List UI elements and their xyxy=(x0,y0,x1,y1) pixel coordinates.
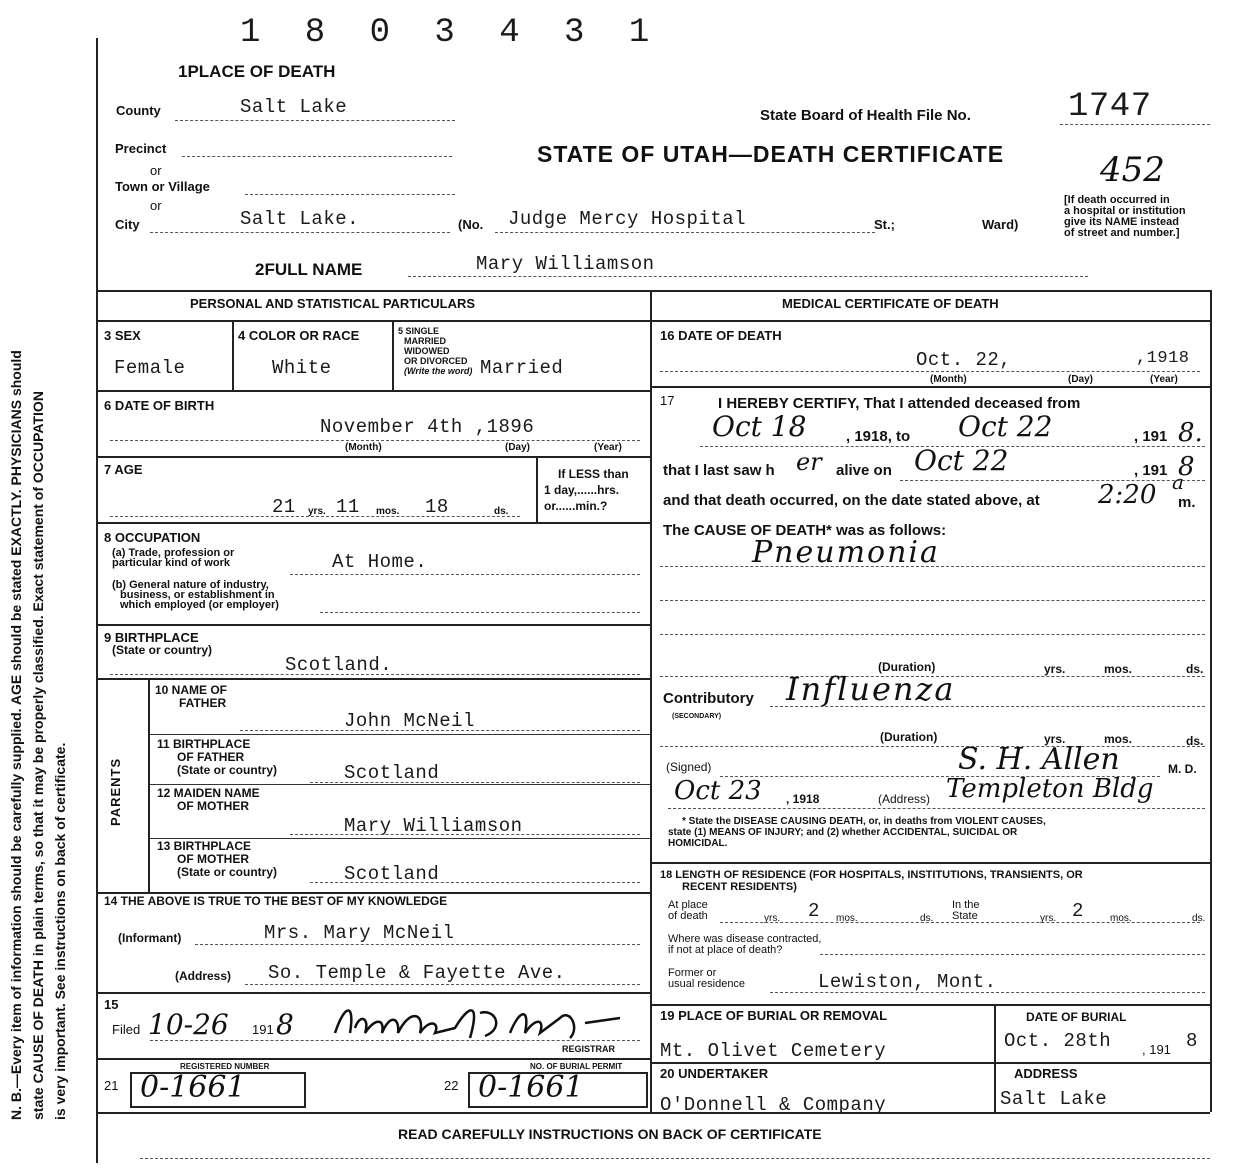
med-row-sep-4 xyxy=(650,1004,1210,1006)
age-less-2: 1 day,......hrs. xyxy=(544,483,620,497)
burial-date-year-end: 8 xyxy=(1186,1030,1198,1052)
burial-divider xyxy=(994,1004,996,1112)
no-label: (No. xyxy=(458,217,484,232)
burial-label: 19 PLACE OF BURIAL OR REMOVAL xyxy=(660,1008,888,1023)
mother-birthplace-value: Scotland xyxy=(344,863,440,885)
mother-bp-2: OF MOTHER xyxy=(177,852,249,866)
in-state-1: In the xyxy=(952,899,980,911)
year-end-c: 8 xyxy=(1178,452,1195,482)
contributory-value: Influenza xyxy=(786,670,956,708)
row-sep-3 xyxy=(98,456,650,458)
place-ds: ds. xyxy=(920,913,934,924)
death-time-m: m. xyxy=(1178,494,1196,511)
md-label: M. D. xyxy=(1168,762,1197,776)
filed-value: 10-26 xyxy=(148,1008,229,1041)
age-label: 7 AGE xyxy=(104,462,143,477)
mother-label-2: OF MOTHER xyxy=(177,799,249,813)
full-name-line xyxy=(408,276,1088,277)
last-saw-text: that I last saw h xyxy=(663,462,775,479)
filed-year-end: 8 xyxy=(276,1008,294,1041)
hospital-note-4: of street and number.] xyxy=(1064,227,1180,239)
ward-label: Ward) xyxy=(982,217,1019,232)
state-mos-value: 2 xyxy=(1072,900,1084,922)
marital-label-5: (Write the word) xyxy=(404,366,473,376)
dob-label: 6 DATE OF BIRTH xyxy=(104,398,215,413)
occ-b-2: business, or establishment in xyxy=(120,589,275,601)
sex-value: Female xyxy=(114,357,186,379)
marital-label xyxy=(398,326,472,376)
cause-line-1 xyxy=(660,566,1205,567)
filed-year: 191 xyxy=(252,1022,274,1037)
burial-date-value: Oct. 28th xyxy=(1004,1030,1112,1052)
place-mos-value: 2 xyxy=(808,900,820,922)
row-sep-4 xyxy=(98,522,650,524)
age-days: 18 xyxy=(425,496,449,518)
address-value: So. Temple & Fayette Ave. xyxy=(268,962,566,984)
certificate-number: 1 8 0 3 4 3 1 xyxy=(240,14,662,52)
full-name-label: 2FULL NAME xyxy=(255,260,363,279)
father-birthplace-label xyxy=(157,738,277,777)
hospital-note-2: a hospital or institution xyxy=(1064,205,1186,217)
contracted-1: Where was disease contracted, xyxy=(668,933,822,945)
color-label: 4 COLOR OR RACE xyxy=(238,328,360,343)
row-sep-8 xyxy=(98,992,650,994)
filed-line xyxy=(150,1040,640,1041)
informant-heading: 14 THE ABOVE IS TRUE TO THE BEST OF MY KNOWLEDGE xyxy=(104,894,448,908)
file-no-handwritten: 452 xyxy=(1100,150,1165,190)
father-label-1: 10 NAME OF xyxy=(155,683,228,697)
age-less-than xyxy=(544,466,629,514)
mother-label-1: 12 MAIDEN NAME xyxy=(157,786,260,800)
occ-b xyxy=(112,580,279,610)
row-sep-9 xyxy=(98,1058,650,1060)
color-value: White xyxy=(272,357,332,379)
reg-21: 21 xyxy=(104,1078,119,1093)
former-2: usual residence xyxy=(668,978,746,990)
physician-signature: S. H. Allen xyxy=(958,742,1120,777)
med-row-sep-1 xyxy=(650,320,1210,322)
dod-value: Oct. 22, xyxy=(916,349,1012,371)
occupation-value: At Home. xyxy=(332,551,428,573)
signed-address: Templeton Bldg xyxy=(946,774,1154,804)
form-top-border xyxy=(98,290,1210,292)
signed-address-line xyxy=(668,808,1205,809)
undertaker-address-value: Salt Lake xyxy=(1000,1088,1108,1110)
state-mos: mos. xyxy=(1110,913,1132,924)
age-divider xyxy=(536,456,538,522)
note-3: HOMICIDAL. xyxy=(668,838,728,849)
death-time: 2:20 xyxy=(1098,480,1157,510)
sidebar-line-3: is very important. See instructions on back of certificate. xyxy=(52,742,68,1120)
informant-value: Mrs. Mary McNeil xyxy=(264,922,455,944)
county-line xyxy=(175,120,455,121)
row-sep-1 xyxy=(98,320,650,322)
burial-value: Mt. Olivet Cemetery xyxy=(660,1040,887,1062)
yrs-label-2: yrs. xyxy=(1044,732,1066,746)
year-1918-b: , 191 xyxy=(1134,428,1168,445)
mos-label-2: mos. xyxy=(1104,732,1133,746)
at-place-2: of death xyxy=(668,910,708,922)
race-divider xyxy=(392,320,394,390)
or-1: or xyxy=(150,163,162,178)
hospital-value: Judge Mercy Hospital xyxy=(508,208,747,230)
in-state-2: State xyxy=(952,910,978,922)
year-1918-c: , 191 xyxy=(1134,462,1168,479)
attended-to: Oct 22 xyxy=(958,410,1053,443)
hospital-note-1: [If death occurred in xyxy=(1064,194,1170,206)
dob-month: (Month) xyxy=(345,442,382,453)
mother-bp-3: (State or country) xyxy=(177,865,278,879)
precinct-line xyxy=(182,156,452,157)
death-occurred-text: and that death occurred, on the date stated above, at xyxy=(663,492,1040,509)
state-ds: ds. xyxy=(1192,913,1206,924)
dod-month: (Month) xyxy=(930,374,967,385)
cause-heading: The CAUSE OF DEATH* was as follows: xyxy=(663,522,947,539)
address-label: (Address) xyxy=(175,969,232,983)
in-state-label xyxy=(952,900,980,922)
at-place-1: At place xyxy=(668,899,708,911)
filed-num: 15 xyxy=(104,997,119,1012)
former-line xyxy=(770,992,1205,993)
undertaker-address-label: ADDRESS xyxy=(1014,1066,1078,1081)
burial-permit-value: 0-1661 xyxy=(478,1070,584,1105)
note-2: state (1) MEANS OF INJURY; and (2) whether ACCIDENTAL, SUICIDAL OR xyxy=(668,827,1018,838)
sex-label: 3 SEX xyxy=(104,328,141,343)
age-less-3: or......min.? xyxy=(544,499,608,513)
age-mos-label: mos. xyxy=(376,506,400,517)
occ-line-b xyxy=(320,612,640,613)
row-sep-father xyxy=(150,734,650,735)
contributory-label: Contributory xyxy=(663,690,754,707)
informant-label: (Informant) xyxy=(118,931,182,945)
age-ds-label: ds. xyxy=(494,506,509,517)
personal-heading: PERSONAL AND STATISTICAL PARTICULARS xyxy=(190,296,476,311)
residence-label xyxy=(660,869,1083,893)
former-value: Lewiston, Mont. xyxy=(818,971,997,993)
death-time-ampm: a xyxy=(1172,470,1184,494)
precinct-label: Precinct xyxy=(115,141,167,156)
marital-label-1: 5 SINGLE xyxy=(398,326,440,336)
father-bp-2: OF FATHER xyxy=(177,750,245,764)
duration-label-2: (Duration) xyxy=(880,730,938,744)
sidebar-line-2: state CAUSE OF DEATH in plain terms, so that it may be properly classified. Exact statement of OCCUPATION xyxy=(30,391,46,1120)
file-no-value: 1747 xyxy=(1068,88,1152,126)
sidebar-line-1: N. B.—Every item of information should be carefully supplied. AGE should be stated EXACTLY. PHYSICIANS should xyxy=(8,350,24,1120)
signed-date: Oct 23 xyxy=(674,776,762,806)
secondary-label: (SECONDARY) xyxy=(672,713,722,720)
bottom-edge xyxy=(140,1158,1210,1159)
dod-year-label: (Year) xyxy=(1150,374,1178,385)
left-border xyxy=(96,38,98,1163)
row-sep-father-bp xyxy=(150,784,650,785)
dod-label: 16 DATE OF DEATH xyxy=(660,328,782,343)
file-no-line xyxy=(1060,124,1210,125)
occ-a xyxy=(112,548,234,568)
certify-text: I HEREBY CERTIFY, That I attended deceased from xyxy=(718,395,1081,412)
contributory-line xyxy=(770,706,1205,707)
yrs-label-1: yrs. xyxy=(1044,662,1066,676)
county-label: County xyxy=(116,103,161,118)
burial-date-label: DATE OF BURIAL xyxy=(1026,1010,1127,1024)
hospital-note-3: give its NAME instead xyxy=(1064,216,1179,228)
county-value: Salt Lake xyxy=(240,96,348,118)
dod-line xyxy=(660,371,1200,372)
father-bp-3: (State or country) xyxy=(177,763,278,777)
certificate-title: STATE OF UTAH—DEATH CERTIFICATE xyxy=(537,141,1005,167)
row-sep-5 xyxy=(98,624,650,626)
age-yrs-label: yrs. xyxy=(308,506,326,517)
row-sep-6 xyxy=(98,678,650,680)
contracted-line xyxy=(820,954,1205,955)
father-label-2: FATHER xyxy=(179,696,227,710)
file-no-label: State Board of Health File No. xyxy=(760,107,971,124)
right-border xyxy=(1210,290,1212,1112)
age-line xyxy=(110,516,520,517)
contracted-label xyxy=(668,934,821,956)
n17: 17 xyxy=(660,393,675,408)
parents-label: PARENTS xyxy=(108,757,123,826)
marital-label-3: WIDOWED xyxy=(404,346,450,356)
age-months: 11 xyxy=(336,496,360,518)
registrar-label: REGISTRAR xyxy=(562,1044,616,1054)
place-of-death-label: 1PLACE OF DEATH xyxy=(178,62,336,81)
burial-date-year: , 191 xyxy=(1142,1042,1171,1057)
footer-instructions: READ CAREFULLY INSTRUCTIONS ON BACK OF CERTIFICATE xyxy=(398,1126,822,1142)
med-row-sep-5 xyxy=(650,1062,1210,1064)
hospital-note xyxy=(1064,195,1186,239)
mother-label xyxy=(157,787,260,813)
birthplace-sub: (State or country) xyxy=(112,643,213,657)
address-line xyxy=(245,984,640,985)
dob-line xyxy=(110,440,640,441)
contracted-2: if not at place of death? xyxy=(668,944,783,956)
cause-note xyxy=(668,816,1046,849)
note-1: * State the DISEASE CAUSING DEATH, or, in deaths from VIOLENT CAUSES, xyxy=(682,816,1046,827)
signed-label: (Signed) xyxy=(666,760,712,774)
mother-line xyxy=(290,834,640,835)
birthplace-value: Scotland. xyxy=(285,654,393,676)
occ-b-3: which employed (or employer) xyxy=(120,599,279,611)
year-1918-a: , 1918, to xyxy=(846,428,911,445)
reg-num-label: REGISTERED NUMBER xyxy=(180,1062,270,1071)
last-saw-date: Oct 22 xyxy=(914,444,1009,477)
mother-birthplace-label xyxy=(157,840,277,879)
dod-day: (Day) xyxy=(1068,374,1094,385)
residence-label-2: RECENT RESIDENTS) xyxy=(682,881,797,893)
city-line xyxy=(150,232,450,233)
mother-value: Mary Williamson xyxy=(344,815,523,837)
attended-from: Oct 18 xyxy=(712,410,807,443)
med-row-sep-2 xyxy=(650,386,1210,388)
year-end-b: 8. xyxy=(1178,418,1203,448)
signed-address-label: (Address) xyxy=(878,792,931,806)
marital-label-2: MARRIED xyxy=(404,336,446,346)
city-label: City xyxy=(115,217,140,232)
age-years: 21 xyxy=(272,496,296,518)
father-line xyxy=(240,730,640,731)
former-label xyxy=(668,968,745,990)
ds-label-2: ds. xyxy=(1186,734,1204,748)
marital-label-4: OR DIVORCED xyxy=(404,356,468,366)
last-saw-line xyxy=(900,480,1205,481)
reg-22: 22 xyxy=(444,1078,459,1093)
father-bp-line xyxy=(310,782,640,783)
form-bottom-border xyxy=(98,1112,1210,1114)
father-value: John McNeil xyxy=(344,710,475,732)
occ-b-1: (b) General nature of industry, xyxy=(112,579,269,591)
occ-line-a xyxy=(290,574,640,575)
ds-label-1: ds. xyxy=(1186,662,1204,676)
town-label: Town or Village xyxy=(115,179,210,194)
birthplace-label: 9 BIRTHPLACE xyxy=(104,630,199,645)
parents-divider xyxy=(148,678,150,892)
dod-year: ,1918 xyxy=(1136,349,1190,368)
mother-bp-1: 13 BIRTHPLACE xyxy=(157,839,252,853)
street-line xyxy=(495,232,875,233)
or-2: or xyxy=(150,198,162,213)
occ-a-2: particular kind of work xyxy=(112,557,230,569)
dob-value: November 4th ,1896 xyxy=(320,416,535,438)
medical-heading: MEDICAL CERTIFICATE OF DEATH xyxy=(782,296,999,311)
burial-permit-label: NO. OF BURIAL PERMIT xyxy=(530,1062,623,1071)
center-divider xyxy=(650,290,652,1112)
undertaker-value: O'Donnell & Company xyxy=(660,1094,887,1116)
signed-year: , 1918 xyxy=(786,792,820,806)
place-mos: mos. xyxy=(836,913,858,924)
occ-a-1: (a) Trade, profession or xyxy=(112,547,235,559)
birthplace-line xyxy=(110,674,640,675)
father-bp-1: 11 BIRTHPLACE xyxy=(157,737,251,751)
cause-value: Pneumonia xyxy=(752,535,940,570)
row-sep-2 xyxy=(98,390,650,392)
former-1: Former or xyxy=(668,967,717,979)
marital-value: Married xyxy=(480,357,564,379)
duration-label-1: (Duration) xyxy=(878,660,936,674)
duration-line-2 xyxy=(660,746,1205,747)
cause-line-2 xyxy=(660,600,1205,601)
reg-number-value: 0-1661 xyxy=(140,1070,246,1105)
residence-label-1: 18 LENGTH OF RESIDENCE (FOR HOSPITALS, INSTITUTIONS, TRANSIENTS, OR xyxy=(660,869,1083,881)
at-place-label xyxy=(668,900,708,922)
mother-bp-line xyxy=(310,882,640,883)
father-label xyxy=(155,684,227,710)
town-line xyxy=(245,194,455,195)
residence-line xyxy=(720,922,1200,923)
age-less-1: If LESS than xyxy=(558,467,629,481)
father-birthplace-value: Scotland xyxy=(344,762,440,784)
place-yrs: yrs. xyxy=(764,913,781,924)
state-yrs: yrs. xyxy=(1040,913,1057,924)
occupation-label: 8 OCCUPATION xyxy=(104,530,201,545)
city-value: Salt Lake. xyxy=(240,208,360,230)
dob-day: (Day) xyxy=(505,442,531,453)
cause-line-3 xyxy=(660,634,1205,635)
undertaker-label: 20 UNDERTAKER xyxy=(660,1066,769,1081)
last-saw-pronoun: er xyxy=(796,448,822,476)
mos-label-1: mos. xyxy=(1104,662,1133,676)
med-row-sep-3 xyxy=(650,862,1210,864)
filed-label: Filed xyxy=(112,1022,141,1037)
informant-line xyxy=(195,944,640,945)
st-label: St.; xyxy=(874,217,895,232)
dob-year: (Year) xyxy=(594,442,622,453)
instructions-sidebar xyxy=(6,60,80,1120)
sex-divider xyxy=(232,320,234,390)
alive-on: alive on xyxy=(836,462,892,479)
full-name-value: Mary Williamson xyxy=(476,253,655,275)
